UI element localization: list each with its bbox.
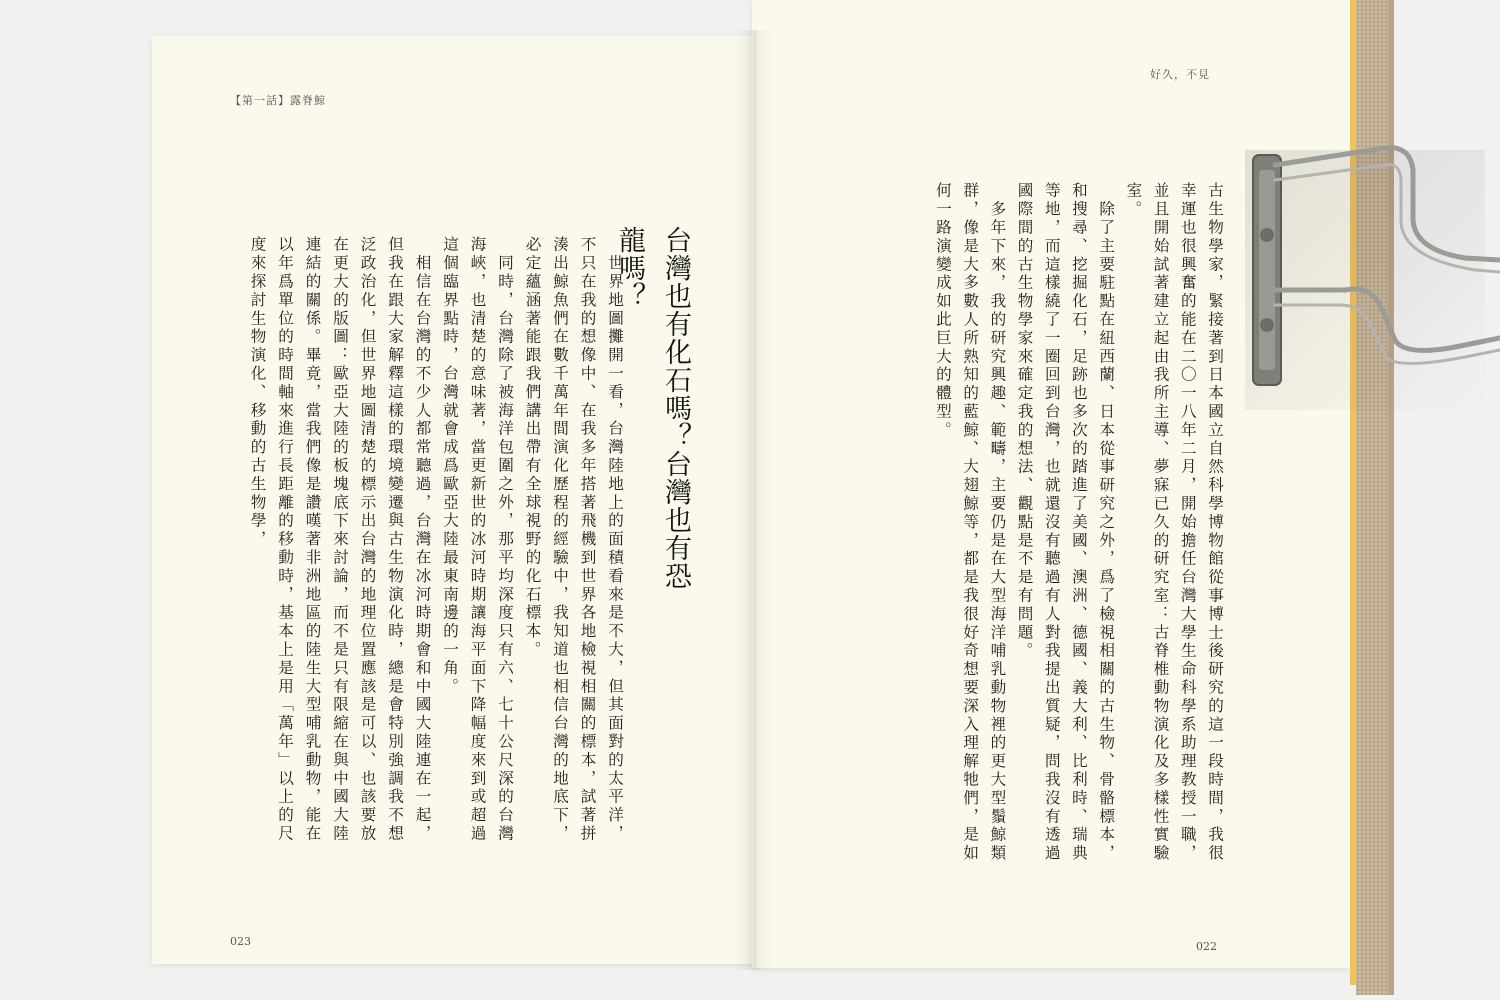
right-paragraph-1: 古生物學家，緊接著到日本國立自然科學博物館從事博士後研究的這一段時間，我很幸運也很興奮的能在二〇一八年二月，開始擔任台灣大學生命科學系助理教授一職，並且開始試著建立起由我所主導、夢寐已久的研究室：古脊椎動物演化及多樣性實驗室。 xyxy=(1124,182,1224,863)
left-paragraph-2: 同時，台灣除了被海洋包圍之外，那平均深度只有六、七十公尺深的台灣海峽，也清楚的意味著，當更新世的冰河時期讓海平面下降幅度來到或超過這個臨界點時，台灣就會成爲歐亞大陸最東南邊的一角。 xyxy=(441,236,514,844)
left-running-head: 【第一話】露脊鯨 xyxy=(230,94,326,107)
binder-clip-icon xyxy=(1235,140,1500,400)
left-paragraph-1: 世界地圖攤開一看，台灣陸地上的面積看來是不大，但其面對的太平洋，不只在我的想像中、在我多年搭著飛機到世界各地檢視相關的標本，試著拼湊出鯨魚們在數千萬年間演化歷程的經驗中，我知道也相信台灣的地底下，必定蘊涵著能跟我們講出帶有全球視野的化石標本。 xyxy=(523,236,624,844)
right-body-text xyxy=(868,182,1228,872)
right-running-head: 好久，不見 xyxy=(1150,68,1210,81)
right-paragraph-3: 多年下來，我的研究興趣、範疇，主要仍是在大型海洋哺乳動物裡的更大型鬚鯨類群，像是大多數人所熟知的藍鯨、大翅鯨等，都是我很好奇想要深入理解牠們，是如何一路演變成如此巨大的體型。 xyxy=(933,182,1007,863)
book-gutter xyxy=(735,30,773,970)
right-paragraph-2: 除了主要駐點在紐西蘭、日本從事研究之外，爲了檢視相關的古生物、骨骼標本，和搜尋、挖掘化石，足跡也多次的踏進了美國、澳洲、德國、義大利、比利時、瑞典等地，而這樣繞了一圈回到台灣，也就還沒有聽過有人對我提出質疑，問我沒有透過國際間的古生物學家來確定我的想法、觀點是不是有問題。 xyxy=(1015,182,1116,863)
left-paragraph-3: 相信在台灣的不少人都常聽過，台灣在冰河時期會和中國大陸連在一起，但我在跟大家解釋這樣的環境變遷與古生物演化時，總是會特別強調我不想泛政治化，但世界地圖清楚的標示出台灣的地理位置應該是可以、也該要放在更大的版圖：歐亞大陸的板塊底下來討論，而不是只有限縮在與中國大陸連結的關係。畢竟，當我們像是讚嘆著非洲地區的陸生大型哺乳動物，能在以年爲單位的時間軸來進行長距離的移動時，基本上是用「萬年」以上的尺度來探討生物演化、移動的古生物學， xyxy=(248,236,432,844)
left-body-text xyxy=(238,236,628,856)
chapter-title: 台灣也有化石嗎？台灣也有恐龍嗎？ xyxy=(614,226,691,590)
left-page-number: 023 xyxy=(230,935,251,948)
right-page-number: 022 xyxy=(1196,940,1217,953)
